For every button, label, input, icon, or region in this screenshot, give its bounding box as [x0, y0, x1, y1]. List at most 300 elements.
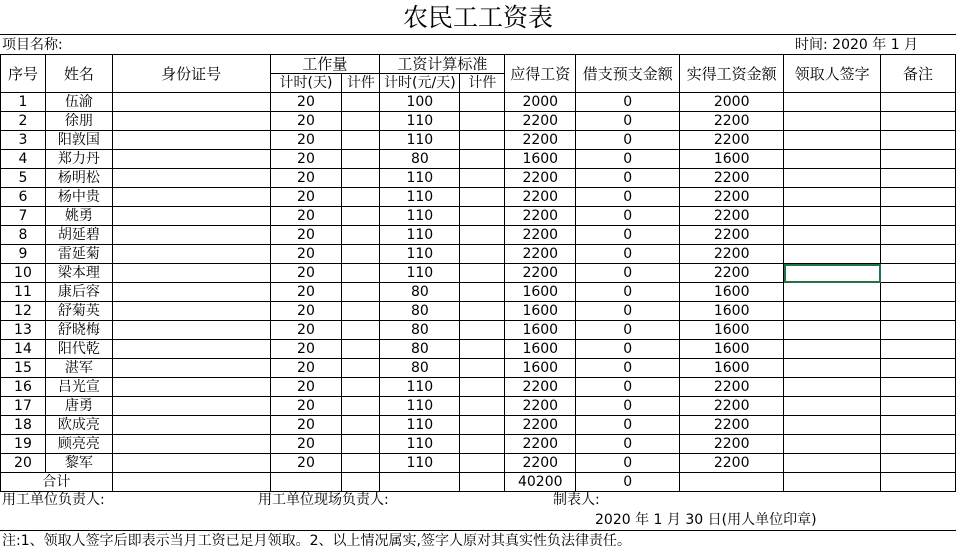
table-row: [1, 435, 956, 454]
table-row: [1, 150, 956, 169]
name-cell[interactable]: 舒菊英: [45, 302, 112, 321]
table-row: [1, 397, 956, 416]
days-cell[interactable]: 20: [270, 112, 342, 131]
piece-cell[interactable]: [342, 340, 380, 359]
piece-rate-cell[interactable]: [460, 150, 505, 169]
remark-cell[interactable]: [881, 150, 956, 169]
id-cell[interactable]: [112, 340, 270, 359]
remark-cell[interactable]: [881, 416, 956, 435]
remark-cell[interactable]: [881, 454, 956, 473]
advance-cell[interactable]: 0: [576, 283, 680, 302]
remark-cell[interactable]: [881, 131, 956, 150]
table-row: [1, 169, 956, 188]
table-row: [1, 264, 956, 283]
piece-cell[interactable]: [342, 131, 380, 150]
advance-cell[interactable]: 0: [576, 131, 680, 150]
advance-cell[interactable]: 0: [576, 207, 680, 226]
signature-cell[interactable]: [784, 226, 881, 245]
signature-cell[interactable]: [784, 188, 881, 207]
piece-cell[interactable]: [342, 321, 380, 340]
preparer-label: 制表人:: [553, 492, 600, 508]
rate-cell[interactable]: 110: [380, 112, 460, 131]
unit-head-label: 用工单位负责人:: [2, 492, 105, 508]
days-cell[interactable]: 20: [270, 93, 342, 112]
cell[interactable]: [380, 473, 460, 492]
rate-cell[interactable]: 110: [380, 454, 460, 473]
total-row: [1, 473, 956, 492]
piece-rate-cell[interactable]: [460, 188, 505, 207]
payable-cell[interactable]: 1600: [505, 302, 576, 321]
remark-cell[interactable]: [881, 264, 956, 283]
remark-cell[interactable]: [881, 340, 956, 359]
piece-rate-cell[interactable]: [460, 112, 505, 131]
rate-cell[interactable]: 110: [380, 264, 460, 283]
payable-cell[interactable]: 2200: [505, 131, 576, 150]
rate-cell[interactable]: 110: [380, 378, 460, 397]
seq-cell[interactable]: 17: [1, 397, 46, 416]
rate-cell[interactable]: 80: [380, 302, 460, 321]
piece-rate-cell[interactable]: [460, 378, 505, 397]
seq-cell[interactable]: 15: [1, 359, 46, 378]
actual-cell[interactable]: 2200: [680, 112, 784, 131]
id-cell[interactable]: [112, 359, 270, 378]
id-cell[interactable]: [112, 207, 270, 226]
days-cell[interactable]: 20: [270, 359, 342, 378]
cell[interactable]: [460, 473, 505, 492]
advance-cell[interactable]: 0: [576, 340, 680, 359]
piece-rate-cell[interactable]: [460, 435, 505, 454]
id-cell[interactable]: [112, 226, 270, 245]
table-row: [1, 207, 956, 226]
seq-cell[interactable]: 19: [1, 435, 46, 454]
signature-cell[interactable]: [784, 207, 881, 226]
rate-cell[interactable]: 110: [380, 435, 460, 454]
signature-cell[interactable]: [784, 264, 881, 283]
table-row: [1, 359, 956, 378]
advance-cell[interactable]: 0: [576, 226, 680, 245]
rate-cell[interactable]: 110: [380, 188, 460, 207]
piece-rate-cell[interactable]: [460, 93, 505, 112]
header-signature[interactable]: 领取人签字: [784, 55, 881, 93]
info-row: [0, 34, 956, 55]
piece-cell[interactable]: [342, 359, 380, 378]
days-cell[interactable]: 20: [270, 435, 342, 454]
table-row: [1, 321, 956, 340]
advance-cell[interactable]: 0: [576, 359, 680, 378]
payable-cell[interactable]: 2200: [505, 435, 576, 454]
piece-rate-cell[interactable]: [460, 169, 505, 188]
days-cell[interactable]: 20: [270, 226, 342, 245]
name-cell[interactable]: 杨明松: [45, 169, 112, 188]
piece-cell[interactable]: [342, 207, 380, 226]
id-cell[interactable]: [112, 416, 270, 435]
piece-rate-cell[interactable]: [460, 207, 505, 226]
header-actual[interactable]: 实得工资金额: [680, 55, 784, 93]
advance-cell[interactable]: 0: [576, 397, 680, 416]
actual-cell[interactable]: 2200: [680, 378, 784, 397]
days-cell[interactable]: 20: [270, 150, 342, 169]
remark-cell[interactable]: [881, 207, 956, 226]
piece-cell[interactable]: [342, 150, 380, 169]
seq-cell[interactable]: 9: [1, 245, 46, 264]
table-row: [1, 93, 956, 112]
actual-cell[interactable]: 2200: [680, 188, 784, 207]
actual-cell[interactable]: 1600: [680, 359, 784, 378]
seq-cell[interactable]: 11: [1, 283, 46, 302]
footer-note: [0, 530, 956, 551]
cell[interactable]: [112, 473, 270, 492]
rate-cell[interactable]: 80: [380, 321, 460, 340]
table-body: [1, 93, 956, 473]
header-payable[interactable]: 应得工资: [505, 55, 576, 93]
id-cell[interactable]: [112, 454, 270, 473]
piece-rate-cell[interactable]: [460, 416, 505, 435]
days-cell[interactable]: 20: [270, 169, 342, 188]
advance-cell[interactable]: 0: [576, 302, 680, 321]
days-cell[interactable]: 20: [270, 397, 342, 416]
id-cell[interactable]: [112, 378, 270, 397]
actual-cell[interactable]: 1600: [680, 283, 784, 302]
actual-cell[interactable]: 1600: [680, 150, 784, 169]
id-cell[interactable]: [112, 150, 270, 169]
total-payable[interactable]: 40200: [505, 473, 576, 492]
piece-rate-cell[interactable]: [460, 283, 505, 302]
name-cell[interactable]: 胡延碧: [45, 226, 112, 245]
table-row: [1, 283, 956, 302]
days-cell[interactable]: 20: [270, 283, 342, 302]
table-row: [1, 302, 956, 321]
actual-cell[interactable]: 2200: [680, 397, 784, 416]
id-cell[interactable]: [112, 302, 270, 321]
advance-cell[interactable]: 0: [576, 188, 680, 207]
seq-cell[interactable]: 2: [1, 112, 46, 131]
signature-cell[interactable]: [784, 321, 881, 340]
signature-cell[interactable]: [784, 283, 881, 302]
piece-rate-cell[interactable]: [460, 397, 505, 416]
seq-cell[interactable]: 8: [1, 226, 46, 245]
days-cell[interactable]: 20: [270, 188, 342, 207]
advance-cell[interactable]: 0: [576, 264, 680, 283]
rate-cell[interactable]: 110: [380, 169, 460, 188]
header-row-1: [1, 55, 956, 74]
rate-cell[interactable]: 80: [380, 340, 460, 359]
rate-cell[interactable]: 110: [380, 245, 460, 264]
name-cell[interactable]: 欧成亮: [45, 416, 112, 435]
piece-rate-cell[interactable]: [460, 245, 505, 264]
payable-cell[interactable]: 2200: [505, 378, 576, 397]
payable-cell[interactable]: 2200: [505, 169, 576, 188]
seq-cell[interactable]: 20: [1, 454, 46, 473]
name-cell[interactable]: 梁本理: [45, 264, 112, 283]
signature-cell[interactable]: [784, 302, 881, 321]
cell[interactable]: [680, 473, 784, 492]
total-advance[interactable]: 0: [576, 473, 680, 492]
site-head-label: 用工单位现场负责人:: [258, 492, 389, 508]
time-label: 时间: 2020 年 1 月: [795, 37, 919, 53]
remark-cell[interactable]: [881, 226, 956, 245]
piece-cell[interactable]: [342, 397, 380, 416]
id-cell[interactable]: [112, 169, 270, 188]
payable-cell[interactable]: 2200: [505, 226, 576, 245]
cell[interactable]: [270, 473, 342, 492]
days-cell[interactable]: 20: [270, 207, 342, 226]
days-cell[interactable]: 20: [270, 454, 342, 473]
piece-rate-cell[interactable]: [460, 264, 505, 283]
seq-cell[interactable]: 13: [1, 321, 46, 340]
header-name[interactable]: 姓名: [45, 55, 112, 93]
payable-cell[interactable]: 2200: [505, 112, 576, 131]
piece-rate-cell[interactable]: [460, 454, 505, 473]
rate-cell[interactable]: 80: [380, 283, 460, 302]
table-row: [1, 378, 956, 397]
footer-date: [0, 511, 956, 530]
actual-cell[interactable]: 2200: [680, 454, 784, 473]
advance-cell[interactable]: 0: [576, 169, 680, 188]
table-row: [1, 188, 956, 207]
payable-cell[interactable]: 2200: [505, 416, 576, 435]
signature-cell[interactable]: [784, 378, 881, 397]
name-cell[interactable]: 伍渝: [45, 93, 112, 112]
table-row: [1, 131, 956, 150]
table-row: [1, 454, 956, 473]
remark-cell[interactable]: [881, 321, 956, 340]
remark-cell[interactable]: [881, 283, 956, 302]
payable-cell[interactable]: 1600: [505, 359, 576, 378]
note-text: 注:1、领取人签字后即表示当月工资已足月领取。2、以上情况属实,签字人原对其真实性负法律责任。: [2, 533, 631, 549]
table-row: [1, 112, 956, 131]
remark-cell[interactable]: [881, 169, 956, 188]
advance-cell[interactable]: 0: [576, 435, 680, 454]
piece-cell[interactable]: [342, 169, 380, 188]
days-cell[interactable]: 20: [270, 302, 342, 321]
piece-cell[interactable]: [342, 416, 380, 435]
rate-cell[interactable]: 110: [380, 397, 460, 416]
days-cell[interactable]: 20: [270, 321, 342, 340]
payable-cell[interactable]: 1600: [505, 150, 576, 169]
table-row: [1, 340, 956, 359]
seq-cell[interactable]: 3: [1, 131, 46, 150]
actual-cell[interactable]: 2200: [680, 416, 784, 435]
id-cell[interactable]: [112, 131, 270, 150]
piece-rate-cell[interactable]: [460, 340, 505, 359]
id-cell[interactable]: [112, 283, 270, 302]
actual-cell[interactable]: 2200: [680, 245, 784, 264]
piece-rate-cell[interactable]: [460, 302, 505, 321]
advance-cell[interactable]: 0: [576, 454, 680, 473]
payable-cell[interactable]: 2200: [505, 397, 576, 416]
name-cell[interactable]: 唐勇: [45, 397, 112, 416]
name-cell[interactable]: 吕光宣: [45, 378, 112, 397]
piece-rate-cell[interactable]: [460, 321, 505, 340]
actual-cell[interactable]: 1600: [680, 340, 784, 359]
wage-table: [0, 54, 956, 492]
remark-cell[interactable]: [881, 245, 956, 264]
id-cell[interactable]: [112, 112, 270, 131]
table-row: [1, 245, 956, 264]
piece-rate-cell[interactable]: [460, 359, 505, 378]
piece-cell[interactable]: [342, 226, 380, 245]
footer-signatures: [0, 491, 956, 510]
header-wage-piece[interactable]: 计件: [460, 74, 505, 93]
rate-cell[interactable]: 110: [380, 131, 460, 150]
days-cell[interactable]: 20: [270, 245, 342, 264]
advance-cell[interactable]: 0: [576, 93, 680, 112]
name-cell[interactable]: 阳敦国: [45, 131, 112, 150]
rate-cell[interactable]: 100: [380, 93, 460, 112]
id-cell[interactable]: [112, 397, 270, 416]
piece-cell[interactable]: [342, 454, 380, 473]
seq-cell[interactable]: 16: [1, 378, 46, 397]
name-cell[interactable]: 郑力丹: [45, 150, 112, 169]
signature-cell[interactable]: [784, 112, 881, 131]
remark-cell[interactable]: [881, 378, 956, 397]
advance-cell[interactable]: 0: [576, 378, 680, 397]
actual-cell[interactable]: 1600: [680, 321, 784, 340]
actual-cell[interactable]: 2200: [680, 226, 784, 245]
header-seq[interactable]: 序号: [1, 55, 46, 93]
advance-cell[interactable]: 0: [576, 321, 680, 340]
rate-cell[interactable]: 110: [380, 416, 460, 435]
header-id[interactable]: 身份证号: [112, 55, 270, 93]
signature-cell[interactable]: [784, 359, 881, 378]
total-label[interactable]: 合计: [1, 473, 113, 492]
header-remark[interactable]: 备注: [881, 55, 956, 93]
piece-rate-cell[interactable]: [460, 226, 505, 245]
actual-cell[interactable]: 2200: [680, 264, 784, 283]
payable-cell[interactable]: 2200: [505, 264, 576, 283]
remark-cell[interactable]: [881, 188, 956, 207]
name-cell[interactable]: 阳代乾: [45, 340, 112, 359]
name-cell[interactable]: 杨中贵: [45, 188, 112, 207]
piece-cell[interactable]: [342, 188, 380, 207]
signature-cell[interactable]: [784, 454, 881, 473]
signature-cell[interactable]: [784, 131, 881, 150]
payable-cell[interactable]: 1600: [505, 283, 576, 302]
rate-cell[interactable]: 80: [380, 359, 460, 378]
signature-cell[interactable]: [784, 435, 881, 454]
remark-cell[interactable]: [881, 359, 956, 378]
seq-cell[interactable]: 7: [1, 207, 46, 226]
id-cell[interactable]: [112, 321, 270, 340]
piece-cell[interactable]: [342, 378, 380, 397]
actual-cell[interactable]: 1600: [680, 302, 784, 321]
header-workload[interactable]: 工作量: [270, 55, 380, 74]
piece-cell[interactable]: [342, 302, 380, 321]
days-cell[interactable]: 20: [270, 340, 342, 359]
name-cell[interactable]: 顾亮亮: [45, 435, 112, 454]
name-cell[interactable]: 姚勇: [45, 207, 112, 226]
actual-cell[interactable]: 2000: [680, 93, 784, 112]
remark-cell[interactable]: [881, 397, 956, 416]
advance-cell[interactable]: 0: [576, 245, 680, 264]
id-cell[interactable]: [112, 435, 270, 454]
header-wage-time[interactable]: 计时(元/天): [380, 74, 460, 93]
piece-cell[interactable]: [342, 435, 380, 454]
payable-cell[interactable]: 2000: [505, 93, 576, 112]
seq-cell[interactable]: 18: [1, 416, 46, 435]
piece-cell[interactable]: [342, 264, 380, 283]
cell[interactable]: [342, 473, 380, 492]
piece-cell[interactable]: [342, 245, 380, 264]
id-cell[interactable]: [112, 93, 270, 112]
signature-cell[interactable]: [784, 416, 881, 435]
id-cell[interactable]: [112, 188, 270, 207]
rate-cell[interactable]: 110: [380, 226, 460, 245]
name-cell[interactable]: 雷延菊: [45, 245, 112, 264]
name-cell[interactable]: 黎军: [45, 454, 112, 473]
actual-cell[interactable]: 2200: [680, 169, 784, 188]
payable-cell[interactable]: 1600: [505, 340, 576, 359]
cell[interactable]: [784, 473, 881, 492]
advance-cell[interactable]: 0: [576, 150, 680, 169]
advance-cell[interactable]: 0: [576, 112, 680, 131]
signature-cell[interactable]: [784, 397, 881, 416]
header-advance[interactable]: 借支预支金额: [576, 55, 680, 93]
days-cell[interactable]: 20: [270, 131, 342, 150]
name-cell[interactable]: 康后容: [45, 283, 112, 302]
advance-cell[interactable]: 0: [576, 416, 680, 435]
remark-cell[interactable]: [881, 435, 956, 454]
signature-cell[interactable]: [784, 93, 881, 112]
header-workload-piece[interactable]: 计件: [342, 74, 380, 93]
id-cell[interactable]: [112, 245, 270, 264]
seq-cell[interactable]: 6: [1, 188, 46, 207]
signature-cell[interactable]: [784, 340, 881, 359]
remark-cell[interactable]: [881, 302, 956, 321]
actual-cell[interactable]: 2200: [680, 131, 784, 150]
signature-cell[interactable]: [784, 150, 881, 169]
piece-cell[interactable]: [342, 93, 380, 112]
piece-cell[interactable]: [342, 283, 380, 302]
seq-cell[interactable]: 12: [1, 302, 46, 321]
seq-cell[interactable]: 14: [1, 340, 46, 359]
cell[interactable]: [881, 473, 956, 492]
table-row: [1, 416, 956, 435]
date-stamp: 2020 年 1 月 30 日(用人单位印章): [595, 512, 817, 528]
project-name-label: 项目名称:: [2, 37, 63, 53]
payable-cell[interactable]: 2200: [505, 207, 576, 226]
name-cell[interactable]: 徐朋: [45, 112, 112, 131]
days-cell[interactable]: 20: [270, 264, 342, 283]
header-wage-standard[interactable]: 工资计算标准: [380, 55, 505, 74]
table-row: [1, 226, 956, 245]
actual-cell[interactable]: 2200: [680, 435, 784, 454]
remark-cell[interactable]: [881, 112, 956, 131]
seq-cell[interactable]: 1: [1, 93, 46, 112]
payable-cell[interactable]: 2200: [505, 188, 576, 207]
seq-cell[interactable]: 10: [1, 264, 46, 283]
seq-cell[interactable]: 5: [1, 169, 46, 188]
piece-rate-cell[interactable]: [460, 131, 505, 150]
rate-cell[interactable]: 110: [380, 207, 460, 226]
days-cell[interactable]: 20: [270, 378, 342, 397]
piece-cell[interactable]: [342, 112, 380, 131]
name-cell[interactable]: 舒晓梅: [45, 321, 112, 340]
payable-cell[interactable]: 2200: [505, 454, 576, 473]
name-cell[interactable]: 湛军: [45, 359, 112, 378]
days-cell[interactable]: 20: [270, 416, 342, 435]
remark-cell[interactable]: [881, 93, 956, 112]
seq-cell[interactable]: 4: [1, 150, 46, 169]
payable-cell[interactable]: 1600: [505, 321, 576, 340]
signature-cell[interactable]: [784, 169, 881, 188]
actual-cell[interactable]: 2200: [680, 207, 784, 226]
rate-cell[interactable]: 80: [380, 150, 460, 169]
header-workload-time[interactable]: 计时(天): [270, 74, 342, 93]
signature-cell[interactable]: [784, 245, 881, 264]
payable-cell[interactable]: 2200: [505, 245, 576, 264]
id-cell[interactable]: [112, 264, 270, 283]
